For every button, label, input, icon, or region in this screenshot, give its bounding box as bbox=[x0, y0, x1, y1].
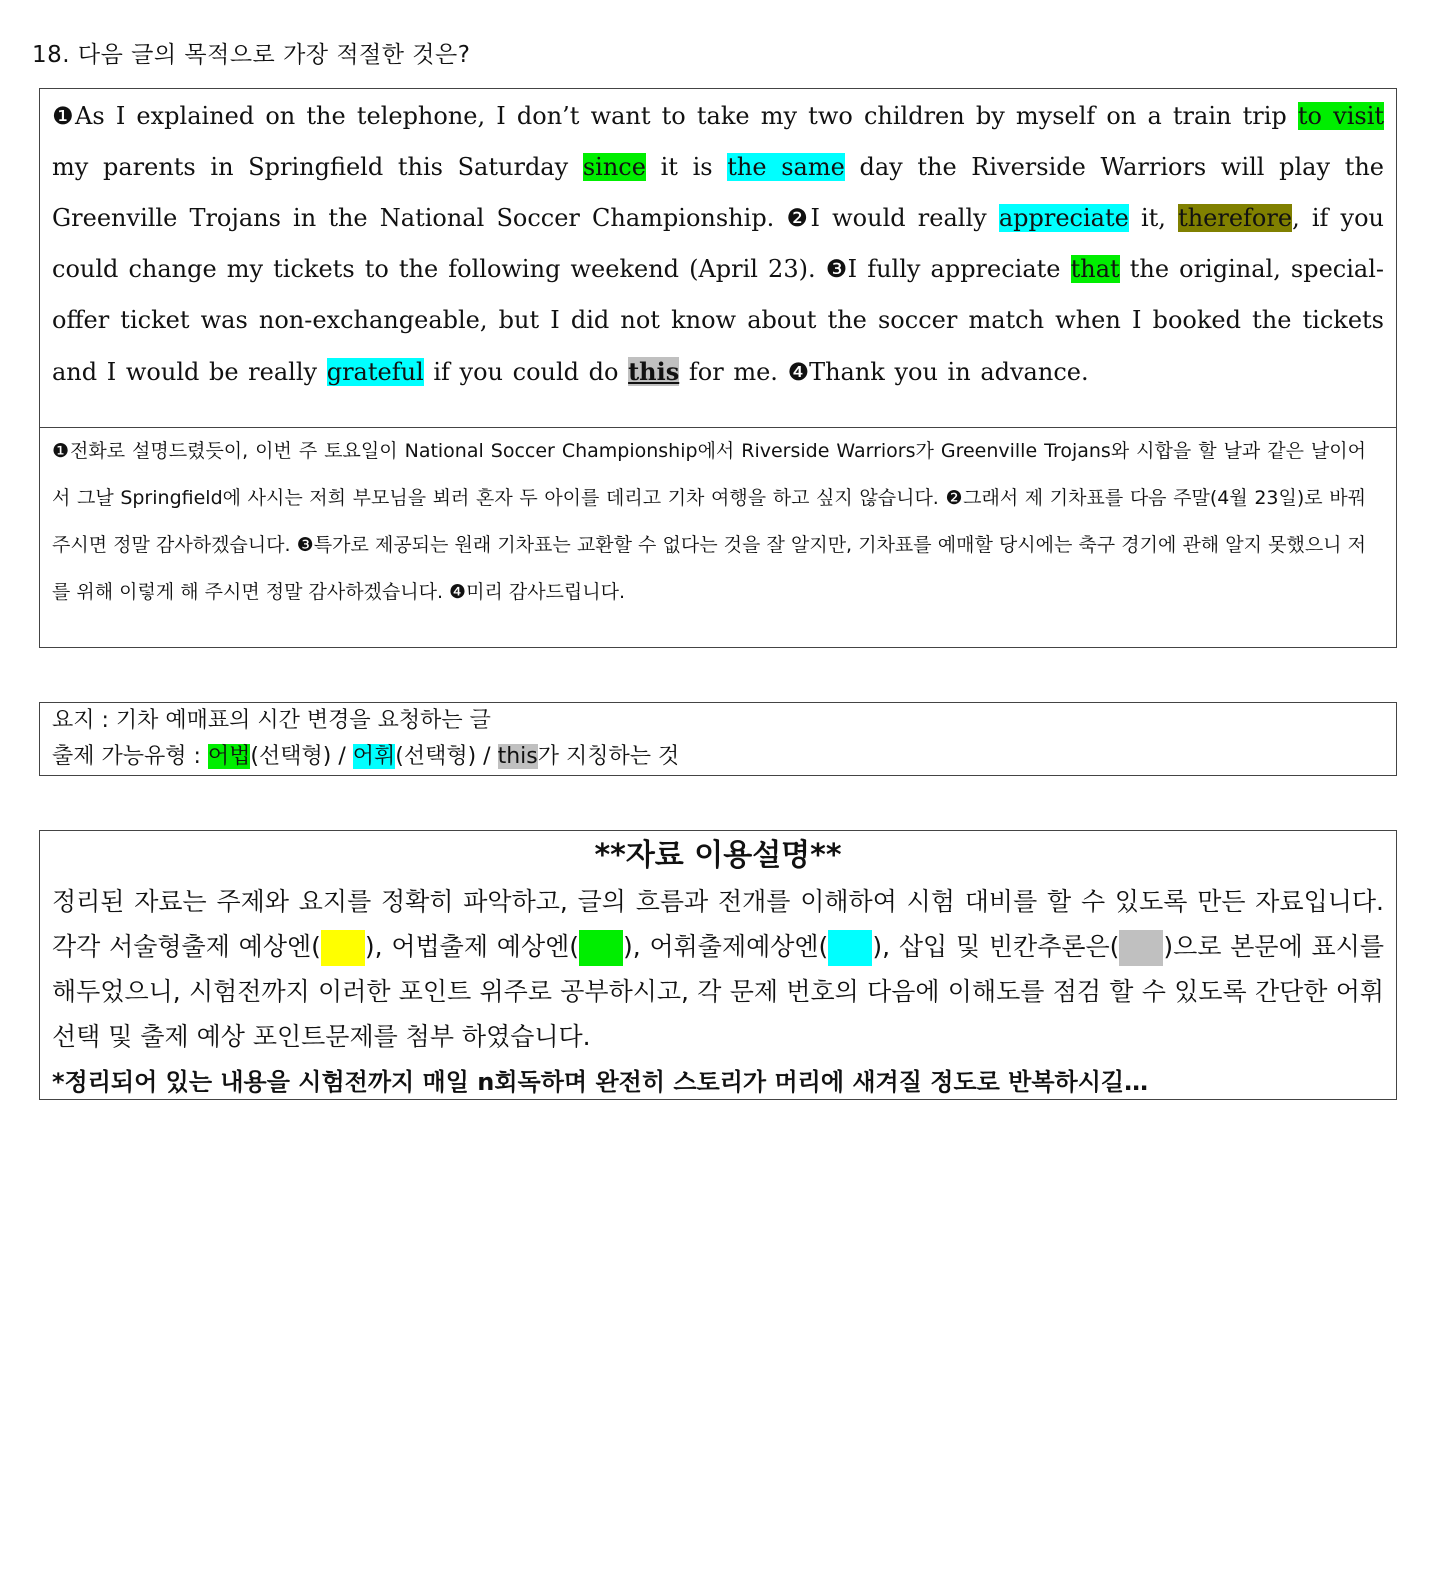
summary-type: (선택형) / bbox=[250, 744, 353, 769]
summary-type: 가 지칭하는 것 bbox=[537, 744, 680, 769]
cyan-swatch bbox=[828, 930, 872, 966]
vocab-highlight: grateful bbox=[326, 358, 424, 386]
gray-swatch bbox=[1119, 930, 1163, 966]
yellow-swatch bbox=[321, 930, 365, 966]
sentence-number: ❷ bbox=[945, 487, 964, 509]
guide-segment: ), 삽입 및 빈칸추론은( bbox=[872, 932, 1120, 961]
sentence-number: ❸ bbox=[825, 255, 848, 283]
grammar-tag: 어법 bbox=[207, 744, 251, 769]
question-title: 18. 다음 글의 목적으로 가장 적절한 것은? bbox=[32, 42, 471, 68]
summary-type: (선택형) / bbox=[395, 744, 498, 769]
grammar-highlight: that bbox=[1070, 255, 1120, 283]
grammar-highlight: since bbox=[582, 153, 646, 181]
passage-segment: if you could do bbox=[423, 358, 629, 386]
passage-segment: for me. bbox=[679, 358, 788, 386]
guide-text bbox=[52, 879, 1384, 1059]
passage-segment: it is bbox=[645, 153, 728, 181]
vocab-tag: 어휘 bbox=[352, 744, 396, 769]
translation-box bbox=[39, 427, 1397, 648]
guide-title: **자료 이용설명** bbox=[594, 838, 842, 873]
passage-segment: the original, special-offer ticket was non-exchangeable, but I did not know about the soccer match when I booked the tickets and I would be really bbox=[52, 255, 1384, 386]
translation-segment: 그래서 제 기차표를 다음 주말(4월 23일)로 바꿔 주시면 정말 감사하겠습니다. bbox=[52, 487, 1366, 556]
grammar-highlight: to visit bbox=[1297, 102, 1385, 130]
passage-segment: I would really bbox=[810, 204, 999, 232]
guide-note: *정리되어 있는 내용을 시험전까지 매일 n회독하며 완전히 스토리가 머리에 새겨질 정도로 반복하시길… bbox=[52, 1068, 1149, 1096]
passage-segment: my parents in Springfield this Saturday bbox=[52, 153, 583, 181]
usage-guide-box bbox=[39, 830, 1397, 1100]
passage-text bbox=[40, 89, 1396, 398]
translation-segment: 특가로 제공되는 원래 기차표는 교환할 수 없다는 것을 잘 알지만, 기차표를 예매할 당시에는 축구 경기에 관해 알지 못했으니 저를 위해 이렇게 해 주시면 정말 감사하겠습니다. bbox=[52, 534, 1366, 603]
sentence-number: ❷ bbox=[786, 204, 811, 232]
passage-segment: day the Riverside Warriors will play the Greenville Trojans in the National Soccer Championship. bbox=[52, 153, 1385, 232]
passage-segment: , if you could change my tickets to the following weekend (April 23). bbox=[52, 204, 1385, 283]
vocab-highlight: the same bbox=[727, 153, 845, 181]
reference-highlight: this bbox=[628, 357, 680, 386]
summary-box bbox=[39, 702, 1397, 776]
summary-gist: 요지 : 기차 예매표의 시간 변경을 요청하는 글 bbox=[52, 708, 491, 733]
summary-types bbox=[52, 739, 1384, 775]
passage-segment: it, bbox=[1128, 204, 1179, 232]
guide-segment: ), 어법출제 예상엔( bbox=[364, 932, 579, 961]
sentence-number: ❹ bbox=[787, 358, 810, 386]
passage-segment: Thank you in advance. bbox=[809, 358, 1089, 386]
passage-segment: I fully appreciate bbox=[847, 255, 1071, 283]
passage-box bbox=[39, 88, 1397, 428]
translation-text bbox=[40, 428, 1396, 616]
guide-segment: )으로 본문에 표시를 해두었으니, 시험전까지 이러한 포인트 위주로 공부하시고, 각 문제 번호의 다음에 이해도를 점검 할 수 있도록 간단한 어휘선택 및 출제 예상 포인트문제를 첨부 하였습니다. bbox=[52, 932, 1384, 1051]
translation-segment: 미리 감사드립니다. bbox=[466, 581, 626, 603]
guide-segment: ), 어휘출제예상엔( bbox=[623, 932, 829, 961]
passage-segment: As I explained on the telephone, I don’t want to take my two children by myself on a train trip bbox=[75, 102, 1298, 130]
summary-label: 출제 가능유형 : bbox=[52, 744, 208, 769]
vocab-highlight: appreciate bbox=[998, 204, 1129, 232]
translation-segment: 전화로 설명드렸듯이, 이번 주 토요일이 National Soccer Championship에서 Riverside Warriors가 Greenville Trojans와 시합을 할 날과 같은 날이어서 그날 Springfield에 사시는 저희 부모님을 뵈러 혼자 두 아이를 데리고 기차 여행을 하고 싶지 않습니다. bbox=[52, 440, 1366, 509]
green-swatch bbox=[579, 930, 623, 966]
sentence-number: ❸ bbox=[296, 534, 314, 556]
connector-highlight: therefore bbox=[1178, 204, 1293, 232]
reference-tag: this bbox=[497, 744, 538, 769]
sentence-number: ❶ bbox=[52, 440, 70, 462]
sentence-number: ❹ bbox=[449, 581, 467, 603]
guide-segment: 정리된 자료는 주제와 요지를 정확히 파악하고, 글의 흐름과 전개를 이해하여 시험 대비를 할 수 있도록 만든 자료입니다. 각각 서술형출제 예상엔( bbox=[52, 887, 1384, 961]
sentence-number: ❶ bbox=[52, 102, 76, 130]
